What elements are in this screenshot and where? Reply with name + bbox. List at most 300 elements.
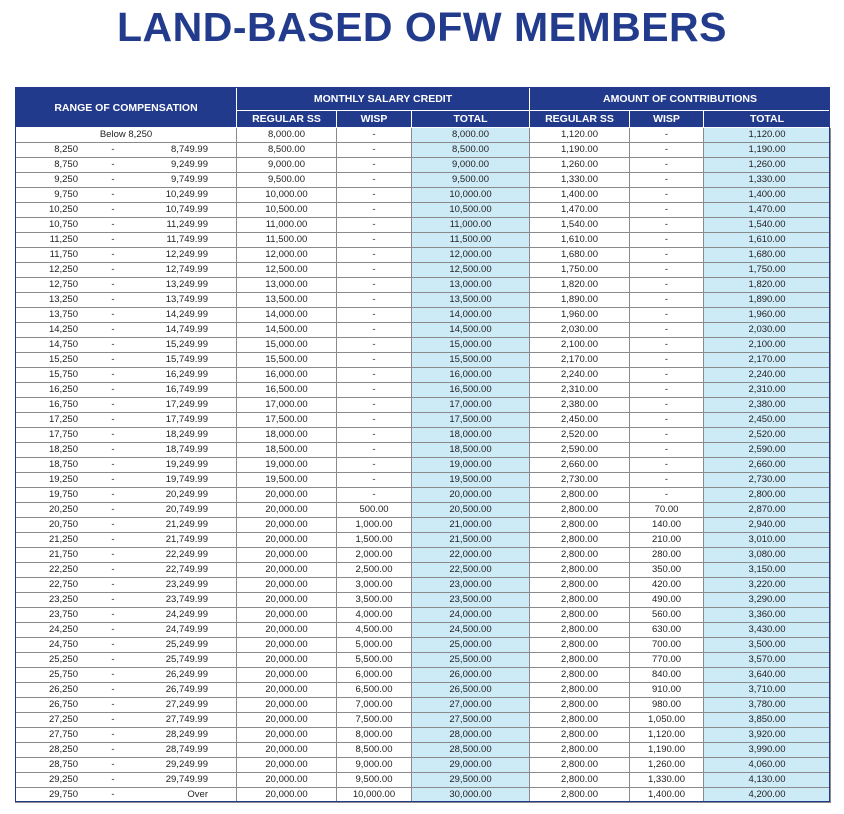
cell-contrib-total: 3,290.00 xyxy=(704,593,831,608)
range-dash: - xyxy=(111,609,115,620)
cell-msc-total: 20,500.00 xyxy=(412,503,530,518)
table-row xyxy=(16,728,831,743)
range-dash: - xyxy=(111,729,115,740)
cell-range xyxy=(16,608,237,623)
cell-contrib-total: 2,030.00 xyxy=(704,323,831,338)
cell-range xyxy=(16,743,237,758)
cell-msc-wisp: - xyxy=(337,428,412,443)
cell-range xyxy=(16,623,237,638)
range-high: 12,749.99 xyxy=(165,264,208,275)
cell-range xyxy=(16,338,237,353)
range-low: 11,750 xyxy=(49,249,78,260)
cell-msc-total: 27,000.00 xyxy=(412,698,530,713)
range-low: 23,750 xyxy=(48,609,78,620)
table-row xyxy=(16,413,831,428)
cell-msc-total: 21,000.00 xyxy=(412,518,530,533)
cell-contrib-wisp: 910.00 xyxy=(630,683,704,698)
range-high: 13,749.99 xyxy=(165,294,208,305)
range-high: 8,749.99 xyxy=(171,144,208,155)
range-dash: - xyxy=(111,519,115,530)
cell-msc-wisp: 6,000.00 xyxy=(337,668,412,683)
cell-contrib-regular: 2,660.00 xyxy=(530,458,630,473)
cell-msc-wisp: - xyxy=(337,368,412,383)
cell-contrib-regular: 2,800.00 xyxy=(530,743,630,758)
cell-contrib-wisp: - xyxy=(630,428,704,443)
cell-contrib-wisp: 280.00 xyxy=(630,548,704,563)
range-low: 23,250 xyxy=(48,594,78,605)
table-row xyxy=(16,383,831,398)
range-high: 18,749.99 xyxy=(165,444,208,455)
cell-contrib-wisp: 140.00 xyxy=(630,518,704,533)
cell-msc-wisp: - xyxy=(337,128,412,143)
range-dash: - xyxy=(111,399,115,410)
cell-contrib-wisp: - xyxy=(630,383,704,398)
cell-contrib-total: 1,610.00 xyxy=(704,233,831,248)
cell-msc-regular: 12,500.00 xyxy=(237,263,337,278)
range-dash: - xyxy=(111,579,115,590)
cell-msc-total: 9,500.00 xyxy=(412,173,530,188)
cell-range xyxy=(16,428,237,443)
table-row xyxy=(16,188,831,203)
table-row xyxy=(16,488,831,503)
cell-contrib-regular: 2,800.00 xyxy=(530,488,630,503)
cell-range xyxy=(16,263,237,278)
cell-msc-total: 18,500.00 xyxy=(412,443,530,458)
cell-msc-total: 23,000.00 xyxy=(412,578,530,593)
header-contrib-total: TOTAL xyxy=(704,111,831,128)
range-dash: - xyxy=(111,504,115,515)
cell-range xyxy=(16,353,237,368)
cell-contrib-regular: 2,800.00 xyxy=(530,653,630,668)
cell-contrib-regular: 1,540.00 xyxy=(530,218,630,233)
cell-msc-total: 18,000.00 xyxy=(412,428,530,443)
range-dash: - xyxy=(111,774,115,785)
range-low: 29,250 xyxy=(48,774,78,785)
cell-msc-total: 27,500.00 xyxy=(412,713,530,728)
range-dash: - xyxy=(111,264,115,275)
cell-contrib-regular: 2,590.00 xyxy=(530,443,630,458)
range-low: 28,250 xyxy=(48,744,78,755)
table-row xyxy=(16,203,831,218)
cell-contrib-wisp: - xyxy=(630,173,704,188)
range-high: 15,749.99 xyxy=(165,354,208,365)
cell-contrib-total: 1,890.00 xyxy=(704,293,831,308)
range-low: 17,250 xyxy=(48,414,78,425)
range-high: 11,249.99 xyxy=(166,219,208,230)
cell-msc-wisp: 9,000.00 xyxy=(337,758,412,773)
cell-contrib-regular: 2,800.00 xyxy=(530,518,630,533)
table-row xyxy=(16,533,831,548)
cell-msc-total: 10,500.00 xyxy=(412,203,530,218)
cell-msc-wisp: 9,500.00 xyxy=(337,773,412,788)
range-high: 26,749.99 xyxy=(165,684,208,695)
cell-msc-wisp: - xyxy=(337,398,412,413)
range-dash: - xyxy=(111,564,115,575)
cell-contrib-regular: 2,730.00 xyxy=(530,473,630,488)
range-low: 13,750 xyxy=(48,309,78,320)
cell-contrib-total: 1,260.00 xyxy=(704,158,831,173)
table-row xyxy=(16,548,831,563)
range-low: 27,250 xyxy=(48,714,78,725)
range-dash: - xyxy=(111,714,115,725)
cell-range xyxy=(16,188,237,203)
range-high: 29,249.99 xyxy=(165,759,208,770)
cell-contrib-total: 3,780.00 xyxy=(704,698,831,713)
table-row xyxy=(16,608,831,623)
cell-range xyxy=(16,533,237,548)
cell-contrib-wisp: 420.00 xyxy=(630,578,704,593)
range-dash: - xyxy=(111,789,115,800)
range-low: 10,750 xyxy=(48,219,78,230)
range-dash: - xyxy=(111,654,115,665)
cell-contrib-wisp: - xyxy=(630,158,704,173)
cell-contrib-regular: 1,820.00 xyxy=(530,278,630,293)
range-low: 26,250 xyxy=(48,684,78,695)
range-low: 14,250 xyxy=(48,324,78,335)
range-high: 20,749.99 xyxy=(165,504,208,515)
range-high: Over xyxy=(187,789,208,800)
table-row xyxy=(16,443,831,458)
range-low: 19,250 xyxy=(48,474,78,485)
table-row xyxy=(16,773,831,788)
cell-msc-wisp: - xyxy=(337,443,412,458)
cell-msc-wisp: - xyxy=(337,383,412,398)
cell-contrib-total: 3,150.00 xyxy=(704,563,831,578)
header-range: RANGE OF COMPENSATION xyxy=(16,88,237,128)
table-row xyxy=(16,218,831,233)
cell-contrib-wisp: - xyxy=(630,413,704,428)
cell-contrib-regular: 2,800.00 xyxy=(530,533,630,548)
range-low: 25,750 xyxy=(48,669,78,680)
range-low: 18,750 xyxy=(48,459,78,470)
cell-msc-total: 30,000.00 xyxy=(412,788,530,803)
cell-msc-regular: 9,000.00 xyxy=(237,158,337,173)
range-low: 25,250 xyxy=(48,654,78,665)
cell-msc-total: 22,500.00 xyxy=(412,563,530,578)
cell-msc-total: 16,000.00 xyxy=(412,368,530,383)
cell-contrib-regular: 2,800.00 xyxy=(530,578,630,593)
table-row xyxy=(16,743,831,758)
cell-msc-regular: 16,000.00 xyxy=(237,368,337,383)
range-low: 20,250 xyxy=(48,504,78,515)
range-high: 21,249.99 xyxy=(165,519,208,530)
cell-msc-wisp: - xyxy=(337,263,412,278)
range-low: 21,250 xyxy=(48,534,78,545)
cell-contrib-total: 3,640.00 xyxy=(704,668,831,683)
range-high: 21,749.99 xyxy=(165,534,208,545)
range-dash: - xyxy=(111,759,115,770)
cell-msc-total: 23,500.00 xyxy=(412,593,530,608)
range-dash: - xyxy=(111,474,115,485)
range-dash: - xyxy=(111,549,115,560)
cell-contrib-wisp: 700.00 xyxy=(630,638,704,653)
cell-contrib-regular: 1,960.00 xyxy=(530,308,630,323)
range-high: 24,749.99 xyxy=(165,624,208,635)
cell-range xyxy=(16,413,237,428)
cell-contrib-regular: 2,800.00 xyxy=(530,758,630,773)
cell-contrib-wisp: 1,190.00 xyxy=(630,743,704,758)
cell-msc-total: 17,000.00 xyxy=(412,398,530,413)
cell-msc-wisp: - xyxy=(337,473,412,488)
cell-msc-regular: 20,000.00 xyxy=(237,773,337,788)
table-row xyxy=(16,158,831,173)
cell-contrib-regular: 2,100.00 xyxy=(530,338,630,353)
cell-range xyxy=(16,323,237,338)
cell-contrib-wisp: 1,260.00 xyxy=(630,758,704,773)
cell-contrib-regular: 1,260.00 xyxy=(530,158,630,173)
cell-msc-regular: 20,000.00 xyxy=(237,563,337,578)
range-high: 19,749.99 xyxy=(165,474,208,485)
range-low: 15,250 xyxy=(48,354,78,365)
cell-range xyxy=(16,158,237,173)
cell-msc-regular: 18,500.00 xyxy=(237,443,337,458)
cell-contrib-total: 3,430.00 xyxy=(704,623,831,638)
cell-contrib-wisp: - xyxy=(630,248,704,263)
range-dash: - xyxy=(111,699,115,710)
cell-contrib-total: 1,470.00 xyxy=(704,203,831,218)
table-row xyxy=(16,293,831,308)
cell-contrib-wisp: - xyxy=(630,458,704,473)
cell-contrib-total: 2,800.00 xyxy=(704,488,831,503)
cell-contrib-total: 3,220.00 xyxy=(704,578,831,593)
cell-msc-regular: 8,000.00 xyxy=(237,128,337,143)
cell-contrib-regular: 2,310.00 xyxy=(530,383,630,398)
range-low: 9,250 xyxy=(54,174,78,185)
cell-range xyxy=(16,218,237,233)
range-dash: - xyxy=(111,489,115,500)
range-high: 26,249.99 xyxy=(165,669,208,680)
range-low: 16,750 xyxy=(48,399,78,410)
table-row xyxy=(16,473,831,488)
range-low: 20,750 xyxy=(48,519,78,530)
cell-contrib-regular: 2,030.00 xyxy=(530,323,630,338)
cell-range xyxy=(16,473,237,488)
cell-msc-regular: 20,000.00 xyxy=(237,548,337,563)
table-row xyxy=(16,278,831,293)
cell-msc-wisp: 3,000.00 xyxy=(337,578,412,593)
cell-contrib-total: 2,100.00 xyxy=(704,338,831,353)
cell-msc-total: 26,000.00 xyxy=(412,668,530,683)
cell-contrib-total: 4,200.00 xyxy=(704,788,831,803)
cell-contrib-regular: 1,680.00 xyxy=(530,248,630,263)
range-high: 25,249.99 xyxy=(165,639,208,650)
range-high: 12,249.99 xyxy=(165,249,208,260)
range-dash: - xyxy=(111,624,115,635)
cell-msc-total: 29,500.00 xyxy=(412,773,530,788)
cell-range xyxy=(16,758,237,773)
range-low: 12,250 xyxy=(48,264,78,275)
cell-range xyxy=(16,173,237,188)
table-row xyxy=(16,623,831,638)
cell-contrib-total: 3,500.00 xyxy=(704,638,831,653)
cell-contrib-total: 3,850.00 xyxy=(704,713,831,728)
range-low: 14,750 xyxy=(48,339,78,350)
range-high: 9,249.99 xyxy=(171,159,208,170)
cell-contrib-wisp: - xyxy=(630,188,704,203)
cell-range xyxy=(16,668,237,683)
range-high: 28,249.99 xyxy=(165,729,208,740)
cell-contrib-regular: 1,400.00 xyxy=(530,188,630,203)
range-label: Below 8,250 xyxy=(99,129,153,140)
cell-msc-total: 8,000.00 xyxy=(412,128,530,143)
table-row xyxy=(16,668,831,683)
cell-range xyxy=(16,563,237,578)
range-dash: - xyxy=(111,294,115,305)
cell-contrib-regular: 2,800.00 xyxy=(530,773,630,788)
range-dash: - xyxy=(111,249,115,260)
cell-msc-wisp: 1,000.00 xyxy=(337,518,412,533)
cell-msc-regular: 15,000.00 xyxy=(237,338,337,353)
cell-contrib-total: 3,920.00 xyxy=(704,728,831,743)
cell-contrib-wisp: - xyxy=(630,128,704,143)
cell-msc-wisp: 2,500.00 xyxy=(337,563,412,578)
cell-msc-wisp: - xyxy=(337,278,412,293)
range-high: 14,749.99 xyxy=(165,324,208,335)
cell-msc-total: 11,000.00 xyxy=(412,218,530,233)
cell-contrib-wisp: 560.00 xyxy=(630,608,704,623)
cell-contrib-wisp: - xyxy=(630,473,704,488)
cell-contrib-wisp: 350.00 xyxy=(630,563,704,578)
cell-msc-total: 15,500.00 xyxy=(412,353,530,368)
cell-msc-total: 11,500.00 xyxy=(412,233,530,248)
range-dash: - xyxy=(111,189,115,200)
cell-contrib-total: 2,240.00 xyxy=(704,368,831,383)
range-dash: - xyxy=(111,144,115,155)
cell-contrib-wisp: - xyxy=(630,488,704,503)
cell-contrib-regular: 2,800.00 xyxy=(530,728,630,743)
cell-contrib-wisp: - xyxy=(630,308,704,323)
cell-range xyxy=(16,443,237,458)
cell-contrib-wisp: 1,120.00 xyxy=(630,728,704,743)
cell-msc-regular: 20,000.00 xyxy=(237,758,337,773)
range-dash: - xyxy=(111,339,115,350)
cell-contrib-regular: 2,800.00 xyxy=(530,668,630,683)
contribution-table xyxy=(15,87,831,803)
cell-contrib-regular: 2,450.00 xyxy=(530,413,630,428)
table-row xyxy=(16,398,831,413)
range-high: 9,749.99 xyxy=(171,174,208,185)
cell-contrib-wisp: 770.00 xyxy=(630,653,704,668)
cell-msc-regular: 20,000.00 xyxy=(237,578,337,593)
cell-contrib-regular: 2,800.00 xyxy=(530,698,630,713)
cell-msc-regular: 9,500.00 xyxy=(237,173,337,188)
cell-range xyxy=(16,293,237,308)
cell-contrib-total: 3,990.00 xyxy=(704,743,831,758)
cell-contrib-total: 1,330.00 xyxy=(704,173,831,188)
cell-contrib-regular: 2,520.00 xyxy=(530,428,630,443)
cell-contrib-total: 1,120.00 xyxy=(704,128,831,143)
cell-msc-regular: 19,000.00 xyxy=(237,458,337,473)
cell-msc-total: 12,500.00 xyxy=(412,263,530,278)
cell-contrib-total: 1,680.00 xyxy=(704,248,831,263)
cell-range xyxy=(16,368,237,383)
cell-msc-total: 25,500.00 xyxy=(412,653,530,668)
range-dash: - xyxy=(111,669,115,680)
cell-range xyxy=(16,578,237,593)
range-dash: - xyxy=(111,234,115,245)
table-row xyxy=(16,698,831,713)
cell-contrib-wisp: - xyxy=(630,338,704,353)
table-row xyxy=(16,248,831,263)
cell-range xyxy=(16,233,237,248)
cell-contrib-total: 2,940.00 xyxy=(704,518,831,533)
table-row xyxy=(16,503,831,518)
cell-msc-wisp: 5,000.00 xyxy=(337,638,412,653)
cell-msc-regular: 20,000.00 xyxy=(237,668,337,683)
cell-contrib-wisp: - xyxy=(630,443,704,458)
cell-msc-total: 13,500.00 xyxy=(412,293,530,308)
cell-contrib-regular: 2,800.00 xyxy=(530,638,630,653)
cell-contrib-wisp: 1,330.00 xyxy=(630,773,704,788)
range-low: 11,250 xyxy=(49,234,78,245)
cell-contrib-regular: 2,800.00 xyxy=(530,548,630,563)
header-msc-wisp: WISP xyxy=(337,111,412,128)
cell-msc-total: 28,000.00 xyxy=(412,728,530,743)
cell-contrib-wisp: 840.00 xyxy=(630,668,704,683)
range-dash: - xyxy=(111,369,115,380)
cell-contrib-total: 2,730.00 xyxy=(704,473,831,488)
cell-contrib-wisp: - xyxy=(630,203,704,218)
range-low: 24,250 xyxy=(48,624,78,635)
cell-contrib-total: 1,400.00 xyxy=(704,188,831,203)
cell-msc-wisp: - xyxy=(337,233,412,248)
cell-msc-total: 24,000.00 xyxy=(412,608,530,623)
range-high: 16,249.99 xyxy=(165,369,208,380)
cell-range xyxy=(16,788,237,803)
cell-msc-total: 15,000.00 xyxy=(412,338,530,353)
cell-msc-wisp: - xyxy=(337,458,412,473)
cell-contrib-regular: 1,610.00 xyxy=(530,233,630,248)
cell-msc-total: 19,500.00 xyxy=(412,473,530,488)
cell-contrib-regular: 2,800.00 xyxy=(530,788,630,803)
cell-contrib-regular: 2,170.00 xyxy=(530,353,630,368)
range-dash: - xyxy=(111,219,115,230)
cell-msc-regular: 20,000.00 xyxy=(237,653,337,668)
cell-msc-total: 20,000.00 xyxy=(412,488,530,503)
cell-msc-regular: 20,000.00 xyxy=(237,743,337,758)
cell-msc-regular: 11,000.00 xyxy=(237,218,337,233)
cell-msc-wisp: 3,500.00 xyxy=(337,593,412,608)
cell-msc-wisp: 8,000.00 xyxy=(337,728,412,743)
cell-contrib-wisp: 1,050.00 xyxy=(630,713,704,728)
range-high: 19,249.99 xyxy=(165,459,208,470)
cell-range xyxy=(16,548,237,563)
table-row xyxy=(16,338,831,353)
table-row xyxy=(16,458,831,473)
table-row xyxy=(16,518,831,533)
range-high: 22,249.99 xyxy=(165,549,208,560)
cell-contrib-wisp: 1,400.00 xyxy=(630,788,704,803)
cell-contrib-regular: 2,800.00 xyxy=(530,503,630,518)
cell-msc-wisp: - xyxy=(337,323,412,338)
cell-msc-wisp: - xyxy=(337,308,412,323)
cell-contrib-total: 3,360.00 xyxy=(704,608,831,623)
header-contrib-regular: REGULAR SS xyxy=(530,111,630,128)
range-dash: - xyxy=(111,444,115,455)
range-dash: - xyxy=(111,534,115,545)
cell-contrib-total: 2,310.00 xyxy=(704,383,831,398)
table-row xyxy=(16,683,831,698)
cell-range xyxy=(16,683,237,698)
cell-contrib-total: 2,520.00 xyxy=(704,428,831,443)
cell-range xyxy=(16,773,237,788)
range-dash: - xyxy=(111,324,115,335)
cell-msc-regular: 20,000.00 xyxy=(237,683,337,698)
cell-contrib-regular: 2,800.00 xyxy=(530,623,630,638)
cell-contrib-wisp: - xyxy=(630,233,704,248)
cell-contrib-wisp: - xyxy=(630,323,704,338)
cell-msc-wisp: 1,500.00 xyxy=(337,533,412,548)
